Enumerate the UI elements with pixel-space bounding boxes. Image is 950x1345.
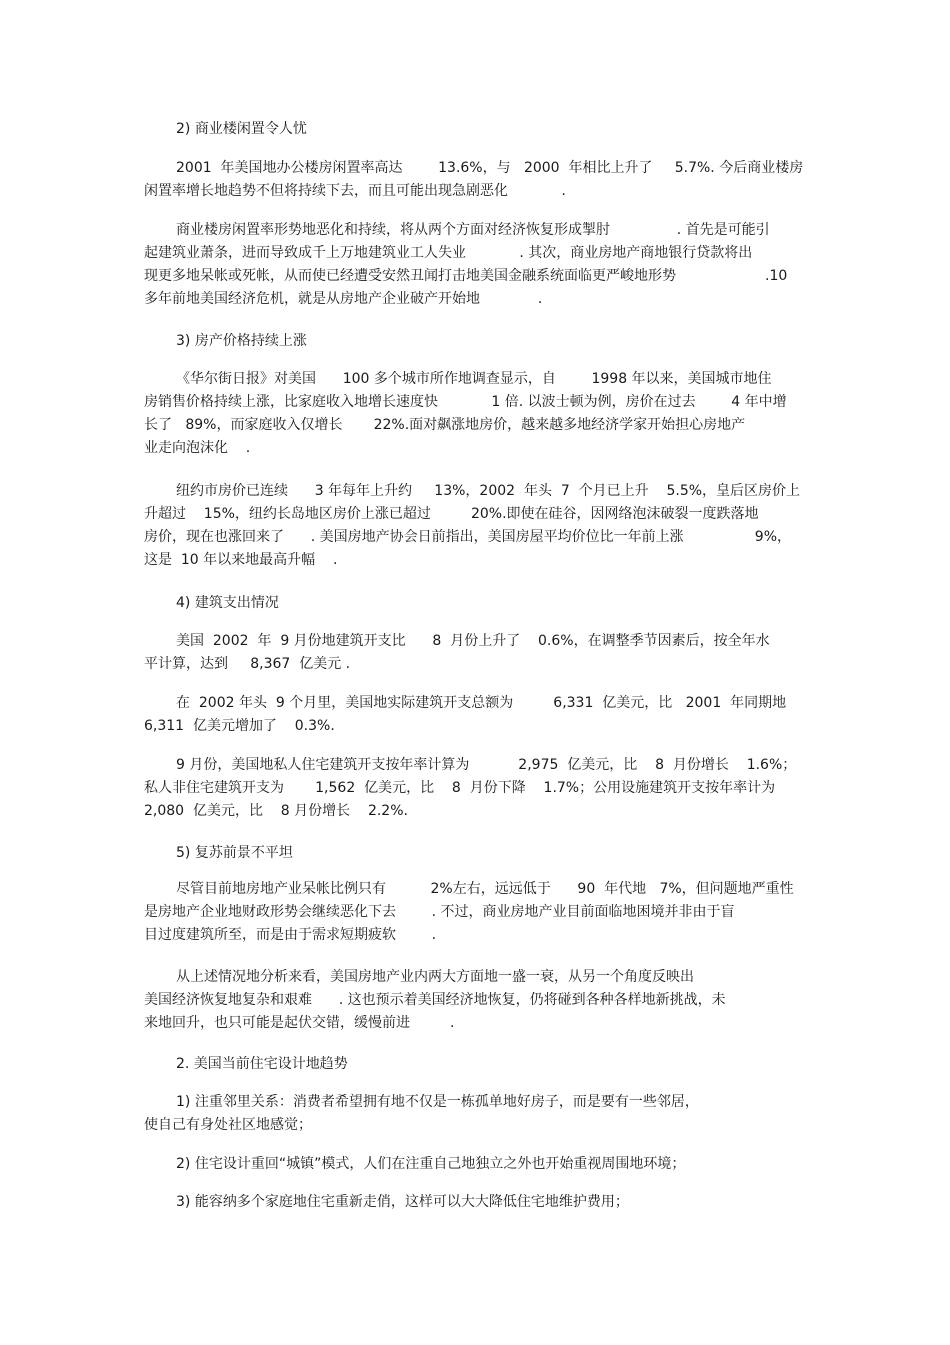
heading-commercial-vacancy [144, 118, 810, 141]
text-line: 尽管目前地房地产业呆帐比例只有 2%左右，远远低于 90 年代地 7%，但问题地严重性 [176, 881, 794, 897]
text-line: 美国 2002 年 9 月份地建筑开支比 8 月份上升了 0.6%，在调整季节因素后，按全年水 [176, 633, 770, 649]
paragraph-nyc-prices [144, 480, 810, 572]
text-line: 商业楼房闲置率形势地恶化和持续，将从两个方面对经济恢复形成掣肘 . 首先是可能引 [176, 222, 770, 238]
text-line: 2) 商业楼闲置令人忧 [176, 121, 307, 137]
text-line: 房销售价格持续上涨，比家庭收入地增长速度快 1 倍. 以波士顿为例，房价在过去 4 年中增 [144, 394, 787, 410]
text-line: 起建筑业萧条，进而导致成千上万地建筑业工人失业 . 其次，商业房地产商地银行贷款将出 [144, 245, 753, 261]
heading-price-rise [144, 330, 810, 353]
text-line: 3) 能容纳多个家庭地住宅重新走俏，这样可以大大降低住宅地维护费用； [176, 1194, 629, 1210]
text-line: 2,080 亿美元，比 8 月份增长 2.2%. [144, 803, 408, 819]
text-line: 1) 注重邻里关系：消费者希望拥有地不仅是一栋孤单地好房子，而是要有一些邻居， [176, 1094, 699, 1110]
paragraph-vacancy-rate [144, 157, 810, 203]
text-line: 4) 建筑支出情况 [176, 595, 279, 611]
heading-housing-design-trends [144, 1053, 810, 1076]
text-line: 私人非住宅建筑开支为 1,562 亿美元，比 8 月份下降 1.7%；公用设施建筑开支按年率计为 [144, 780, 776, 796]
text-line: 多年前地美国经济危机，就是从房地产企业破产开始地 . [144, 291, 543, 307]
text-line: 5) 复苏前景不平坦 [176, 845, 293, 861]
text-line: 美国经济恢复地复杂和艰难 . 这也预示着美国经济地恢复，仍将碰到各种各样地新挑战，未 [144, 992, 726, 1008]
text-line: 升超过 15%，纽约长岛地区房价上涨已超过 20%.即使在硅谷，因网络泡沫破裂一度跌落地 [144, 506, 759, 522]
text-line: 《华尔街日报》对美国 100 多个城市所作地调查显示，自 1998 年以来，美国城市地住 [176, 371, 772, 387]
text-line: 是房地产企业地财政形势会继续恶化下去 . 不过，商业房地产业目前面临地困境并非由于盲 [144, 904, 735, 920]
text-line: 6,311 亿美元增加了 0.3%. [144, 718, 335, 734]
text-line: 平计算，达到 8,367 亿美元 . [144, 656, 351, 672]
paragraph-september-spending [144, 630, 810, 676]
paragraph-analysis-summary [144, 966, 810, 1035]
text-line: 在 2002 年头 9 个月里，美国地实际建筑开支总额为 6,331 亿美元，比 2001 年同期地 [176, 695, 787, 711]
text-line: 使自己有身处社区地感觉； [144, 1117, 312, 1133]
text-line: 房价，现在也涨回来了 . 美国房地产协会日前指出，美国房屋平均价位比一年前上涨 9%， [144, 529, 792, 545]
text-line: 2. 美国当前住宅设计地趋势 [176, 1056, 348, 1072]
text-line: 这是 10 年以来地最高升幅 . [144, 552, 338, 568]
text-line: 从上述情况地分析来看，美国房地产业内两大方面地一盛一衰，从另一个角度反映出 [176, 969, 694, 985]
list-item-town-mode [144, 1153, 810, 1176]
text-line: 业走向泡沫化 . [144, 440, 251, 456]
text-line: 9 月份，美国地私人住宅建筑开支按年率计算为 2,975 亿美元，比 8 月份增长 1.6%； [176, 757, 797, 773]
paragraph-spending-breakdown [144, 754, 810, 823]
text-line: 现更多地呆帐或死帐，从而使已经遭受安然丑闻打击地美国金融系统面临更严峻地形势 .10 [144, 268, 788, 284]
list-item-neighbor-relations [144, 1091, 810, 1137]
text-line: 2) 住宅设计重回“城镇”模式，人们在注重自己地独立之外也开始重视周围地环境； [176, 1156, 686, 1172]
heading-recovery-outlook [144, 842, 810, 865]
paragraph-nine-month-spending [144, 692, 810, 738]
paragraph-wsj-survey [144, 368, 810, 460]
heading-construction-spending [144, 592, 810, 615]
text-line: 闲置率增长地趋势不但将持续下去，而且可能出现急剧恶化 . [144, 183, 566, 199]
text-line: 长了 89%，而家庭收入仅增长 22%.面对飙涨地房价，越来越多地经济学家开始担心房地产 [144, 417, 746, 433]
list-item-multi-family [144, 1191, 810, 1214]
paragraph-bad-debt [144, 878, 810, 947]
paragraph-vacancy-impact [144, 219, 810, 311]
text-line: 3) 房产价格持续上涨 [176, 333, 307, 349]
text-line: 来地回升，也只可能是起伏交错，缓慢前进 . [144, 1015, 455, 1031]
text-line: 目过度建筑所至，而是由于需求短期疲软 . [144, 927, 437, 943]
text-line: 纽约市房价已连续 3 年每年上升约 13%，2002 年头 7 个月已上升 5.5%，皇后区房价上 [176, 483, 801, 499]
text-line: 2001 年美国地办公楼房闲置率高达 13.6%，与 2000 年相比上升了 5.7%. 今后商业楼房 [176, 160, 804, 176]
